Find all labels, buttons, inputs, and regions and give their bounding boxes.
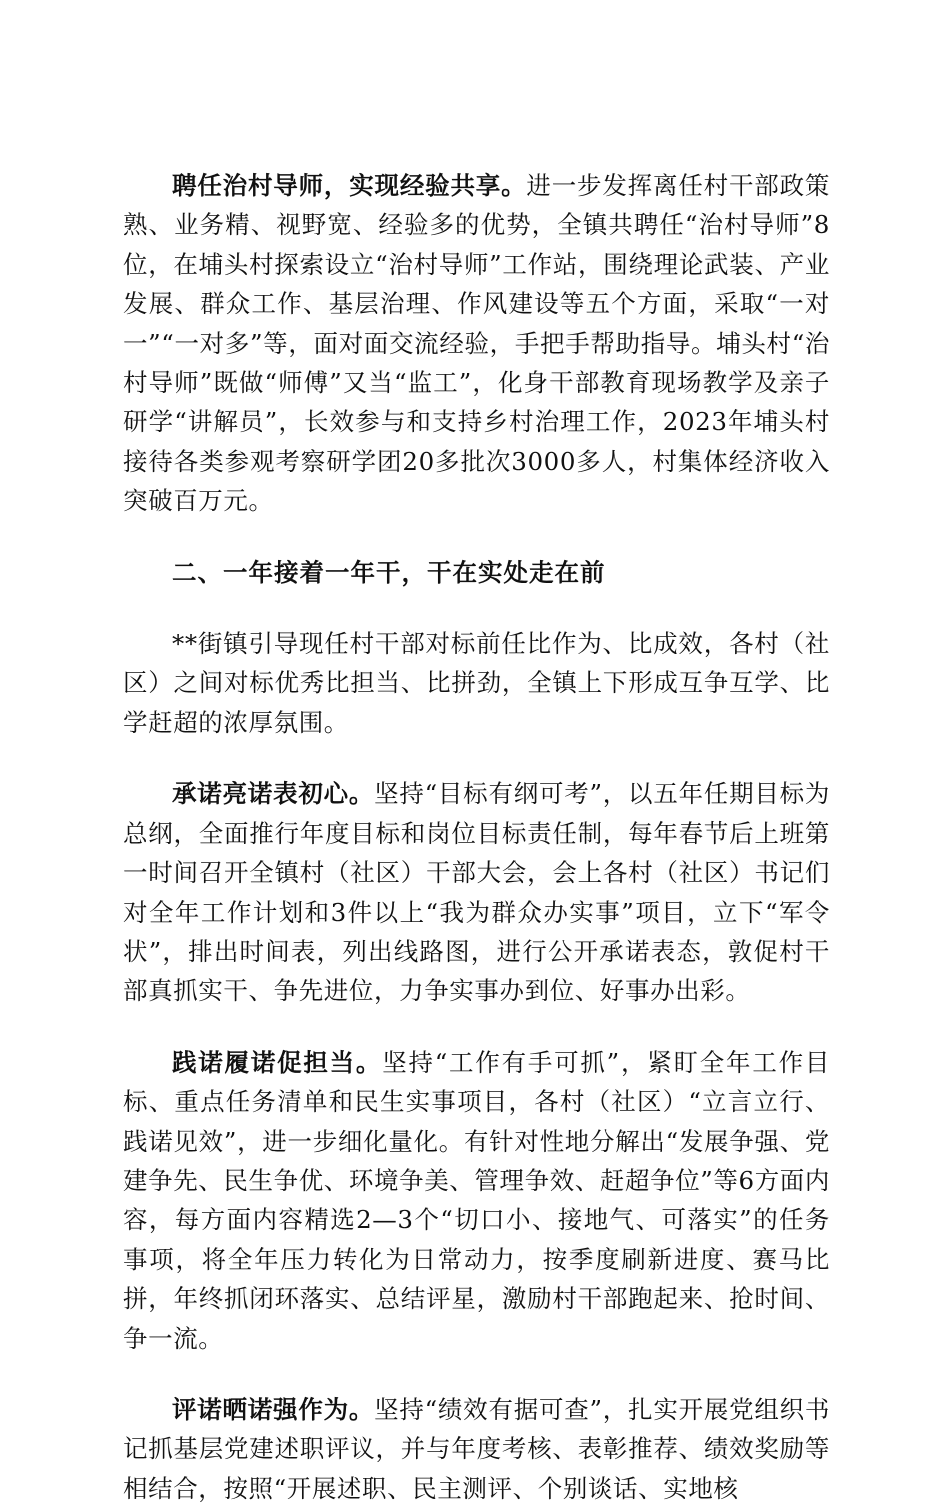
paragraph-text-evaluate: 坚持“绩效有据可查”，扎实开展党组织书记抓基层党建述职评议，并与年度考核、表彰推荐、绩效奖励等相结合，按照“开展述职、民主测评、个别谈话、实地核 (123, 1394, 830, 1503)
paragraph-mentor (123, 166, 830, 521)
paragraph-lead-commit: 承诺亮诺表初心。 (172, 779, 375, 809)
paragraph-evaluate (123, 1390, 830, 1508)
paragraph-fulfill (123, 1043, 830, 1358)
paragraph-text-mentor: 进一步发挥离任村干部政策熟、业务精、视野宽、经验多的优势，全镇共聘任“治村导师”8位，在埔头村探索设立“治村导师”工作站，围绕理论武装、产业发展、群众工作、基层治理、作风建设等五个方面，采取“一对一”“一对多”等，面对面交流经验，手把手帮助指导。埔头村“治村导师”既做“师傅”又当“监工”，化身干部教育现场教学及亲子研学“讲解员”，长效参与和支持乡村治理工作，2023年埔头村接待各类参观考察研学团20多批次3000多人，村集体经济收入突破百万元。 (123, 171, 830, 516)
paragraph-text-commit: 坚持“目标有纲可考”，以五年任期目标为总纲，全面推行年度目标和岗位目标责任制，每年春节后上班第一时间召开全镇村（社区）干部大会，会上各村（社区）书记们对全年工作计划和3件以上“我为群众办实事”项目，立下“军令状”，排出时间表，列出线路图，进行公开承诺表态，敦促村干部真抓实干、争先进位，力争实事办到位、好事办出彩。 (123, 779, 830, 1006)
document-body (123, 166, 830, 1508)
paragraph-lead-mentor: 聘任治村导师，实现经验共享。 (172, 171, 527, 200)
paragraph-commit (123, 774, 830, 1010)
paragraph-intro (123, 624, 830, 742)
paragraph-text-fulfill: 坚持“工作有手可抓”，紧盯全年工作目标、重点任务清单和民生实事项目，各村（社区）“立言立行、践诺见效”，进一步细化量化。有针对性地分解出“发展争强、党建争先、民生争优、环境争美、管理争效、赶超争位”等6方面内容，每方面内容精选2—3个“切口小、接地气、可落实”的任务事项，将全年压力转化为日常动力，按季度刷新进度、赛马比拼，年终抓闭环落实、总结评星，激励村干部跑起来、抢时间、争一流。 (123, 1047, 831, 1353)
paragraph-lead-fulfill: 践诺履诺促担当。 (172, 1047, 383, 1077)
paragraph-text-intro: **街镇引导现任村干部对标前任比作为、比成效，各村（社区）之间对标优秀比担当、比拼劲，全镇上下形成互争互学、比学赶超的浓厚氛围。 (123, 629, 830, 737)
section-heading-2: 二、一年接着一年干，干在实处走在前 (172, 557, 606, 587)
paragraph-lead-evaluate: 评诺晒诺强作为。 (172, 1394, 375, 1424)
